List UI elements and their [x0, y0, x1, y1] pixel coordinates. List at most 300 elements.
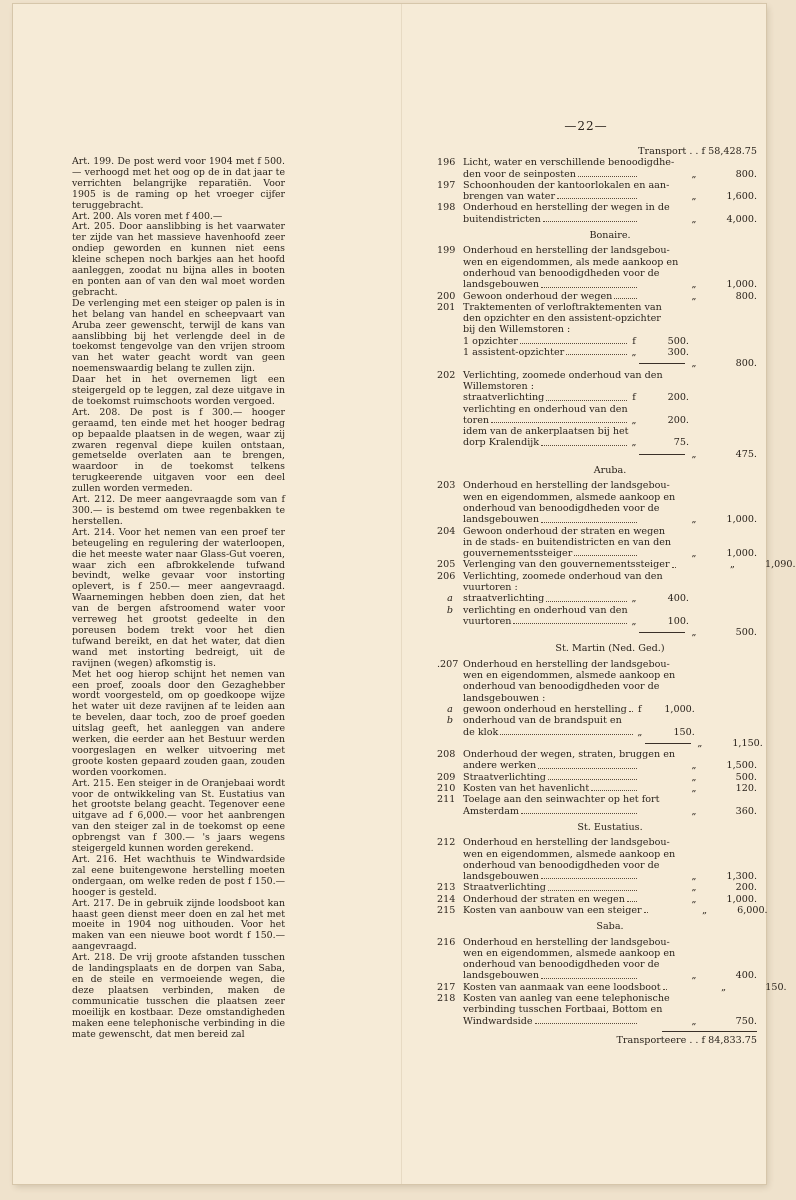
entry-text: Onderhoud en herstelling der landsgebou- — [463, 480, 670, 492]
entry-text — [463, 358, 639, 369]
dot-leader — [557, 191, 637, 199]
entry-text: Licht, water en verschillende benoodigdhe- — [463, 157, 675, 169]
entry-text: wen en eigendommen, alsmede aankoop en — [463, 947, 676, 959]
entry-text — [639, 454, 685, 455]
entry-text: onderhoud van benoodigdheden voor de — [463, 267, 660, 279]
entry-text: „ — [691, 882, 697, 894]
entry-text — [463, 358, 757, 369]
entry-text: Transport . . — [638, 146, 699, 157]
entry-text — [463, 982, 787, 993]
entry-text: 209 — [437, 771, 456, 783]
dot-leader — [521, 806, 637, 814]
budget-entry — [437, 526, 757, 560]
entry-text: wen en eigendommen, alsmede aankoop en — [463, 491, 676, 503]
entry-text: gouvernementssteiger — [463, 548, 573, 560]
entry-text: straatverlichting — [463, 593, 545, 605]
dot-leader — [627, 894, 637, 902]
amount-cell — [639, 871, 689, 882]
note-paragraph: Met het oog hierop schijnt het nemen van een proef, zooals door den Gezaghebber wordt voorgesteld, om op goedkoope wijze het water uit deze ravijnen af te leiden aan te bevelen, daar toch, zoo de proef goeden uitslag geeft, het aanleggen van andere werken, die eerder aan het Bestuur werden voorgeslagen en welker uitvoering met groote kosten gepaard zouden gaan, zouden worden voorkomen. — [72, 668, 285, 778]
entry-text: „ — [691, 805, 697, 817]
entry-text — [689, 347, 699, 358]
entry-text: Verlenging van den gouvernementssteiger — [463, 559, 670, 571]
entry-text: Gewoon onderhoud der wegen — [463, 290, 613, 302]
budget-entry — [437, 180, 757, 203]
transport-out-row — [437, 1035, 757, 1046]
entry-text: idem van de ankerplaatsen bij het — [463, 426, 629, 438]
entry-text: f — [632, 392, 636, 404]
entry-text — [463, 559, 796, 570]
entry-text: Onderhoud der wegen, straten, bruggen en — [463, 749, 676, 761]
entry-text — [463, 202, 757, 225]
entry-text — [463, 548, 757, 559]
entry-text: toren — [463, 414, 490, 426]
entry-text — [463, 871, 757, 882]
budget-entry — [437, 245, 757, 290]
transport-in-row — [437, 146, 757, 157]
entry-text: 216 — [437, 936, 456, 948]
amount-cell: 800. — [735, 290, 757, 302]
entry-text: 197 — [437, 179, 456, 191]
entry-text: Amsterdam — [463, 805, 520, 817]
entry-text: „ — [691, 1015, 697, 1027]
dot-leader — [591, 783, 637, 791]
entry-text: Verlichting, zoomede onderhoud van den — [463, 369, 663, 381]
entry-text: landsgebouwen — [463, 279, 540, 291]
amount-cell — [699, 347, 757, 358]
amount-cell — [650, 905, 700, 916]
entry-text: Straatverlichting — [463, 882, 546, 894]
amount-cell: 500. — [667, 335, 689, 347]
amount-cell: 1,090. — [765, 559, 796, 571]
amount-cell — [639, 514, 689, 525]
entry-text: onderhoud van benoodigdheden voor de — [463, 959, 660, 971]
note-paragraph: Art. 214. Voor het nemen van een proef ter beteugeling en regulering der waterloopen, die het meeste water naar Glass-Gut voeren, waar zich een afbrokkelende tufwand bevindt, welke gevaar voor instorting oplevert, is f 250.— meer aangevraagd. Waarnemingen hebben doen zien, dat het van de bergen afstroomend water voor verreweg het grootst gedeelte in den poreusen bodem trekt voor het dien tufwand bereikt, en dat het water, dat dien wand met instorting bedreigt, uit de ravijnen (wegen) afkomstig is. — [72, 526, 285, 669]
amount-cell — [639, 760, 689, 771]
note-paragraph: Daar het in het overnemen ligt een steigergeld op te leggen, zal deze uitgave in de toekomst ruimschoots worden vergoed. — [72, 374, 285, 407]
budget-entry — [437, 302, 757, 370]
entry-text: 215 — [437, 905, 456, 916]
entry-text: „ — [691, 168, 697, 180]
entry-text: Onderhoud en herstelling der landsgebou- — [463, 245, 670, 257]
budget-entry — [437, 937, 757, 982]
amount-cell: 150. — [673, 726, 695, 738]
note-paragraph: Art. 199. De post werd voor 1904 met f 500.— verhoogd met het oog op de in dat jaar te verrichten belangrijke reparatiën. Voor 1905 is de raming op het vroeger cijfer teruggebracht. — [72, 156, 285, 211]
entry-text — [463, 727, 763, 738]
entry-text — [463, 627, 757, 638]
entry-text — [639, 363, 685, 364]
entry-text: 201 — [437, 301, 456, 313]
amount-cell: 500. — [735, 627, 757, 639]
amount-cell: 800. — [735, 358, 757, 370]
entry-text — [689, 392, 699, 403]
entry-text — [463, 772, 757, 783]
note-paragraph: Art. 218. De vrij groote afstanden tusschen de landingsplaats en de dorpen van Saba, en de steile en vermoeiende wegen, die deze plaatsen verbinden, maken de communicatie tusschen die plaatsen zeer moeilijk en kostbaar. Deze omstandigheden maken eene telephonische verbinding in die mate gewenscht, dat men bereid zal — [72, 952, 285, 1040]
entry-text — [463, 302, 757, 370]
dot-leader — [541, 970, 637, 978]
amount-cell: 400. — [735, 970, 757, 982]
dot-leader — [541, 437, 627, 445]
entry-text — [463, 783, 757, 794]
entry-text: a — [447, 593, 453, 605]
entry-text: Onderhoud en herstelling der landsgebou- — [463, 658, 670, 670]
entry-text: Windwardside — [463, 1015, 533, 1027]
amount-cell: 400. — [667, 593, 689, 605]
entry-text: wen en eigendommen, alsmede aankoop en — [463, 670, 676, 682]
amount-cell — [699, 437, 757, 448]
entry-text: f — [638, 703, 642, 715]
entry-text: „ — [691, 627, 697, 639]
entry-text — [463, 937, 757, 982]
amount-cell — [705, 727, 763, 738]
entry-text: verbinding tusschen Fortbaai, Bottom en — [463, 1004, 663, 1016]
budget-entry — [437, 783, 757, 794]
budget-entry — [437, 981, 787, 993]
entry-text — [463, 347, 757, 358]
amount-cell — [639, 1016, 689, 1027]
entry-text: b — [446, 604, 454, 616]
entry-text: „ — [691, 290, 697, 302]
entry-text: Gewoon onderhoud der straten en wegen — [463, 525, 666, 537]
entry-text: „ — [691, 279, 697, 291]
dot-leader — [520, 336, 627, 344]
amount-cell: 500. — [735, 771, 757, 783]
entry-text — [645, 743, 691, 744]
entry-text — [689, 437, 699, 448]
entry-text: „ — [691, 548, 697, 560]
entry-text: Straatverlichting — [463, 771, 546, 783]
entry-text: „ — [691, 514, 697, 526]
entry-text: Kosten van aanbouw van een steiger — [463, 905, 642, 916]
entry-text: Onderhoud en herstelling der landsgebou- — [463, 936, 670, 948]
entry-text: verlichting en onderhoud van den — [463, 604, 628, 616]
entry-text: „ — [691, 448, 697, 460]
entry-text: onderhoud van benoodigdheden voor de — [463, 681, 660, 693]
entry-text — [463, 738, 763, 749]
entry-text: 211 — [437, 794, 456, 806]
entry-text — [463, 392, 757, 403]
budget-entry — [437, 202, 757, 225]
entry-text: „ — [697, 737, 703, 749]
entry-text: 205 — [437, 559, 456, 571]
entry-text — [463, 291, 757, 302]
page-number: —22— — [564, 119, 608, 133]
total-rule — [662, 1031, 757, 1032]
entry-text — [689, 415, 699, 426]
amount-cell — [678, 559, 728, 570]
dot-leader — [513, 616, 627, 624]
entry-text: 214 — [437, 893, 456, 905]
entry-text: „ — [637, 726, 643, 738]
entry-text: landsgebouwen — [463, 871, 540, 883]
dot-leader — [578, 169, 637, 177]
amount-cell: 200. — [667, 414, 689, 426]
entry-text — [463, 970, 757, 981]
entry-text — [463, 370, 757, 460]
amount-cell: 750. — [735, 1015, 757, 1027]
document-page — [13, 4, 796, 1184]
entry-text — [463, 760, 757, 771]
entry-text: brengen van water — [463, 191, 556, 203]
entry-text: dorp Kralendijk — [463, 437, 540, 449]
amount-cell: 1,000. — [726, 548, 757, 560]
entry-text: 218 — [437, 993, 456, 1005]
entry-text: „ — [691, 191, 697, 203]
entry-text: Willemstoren : — [463, 380, 534, 392]
amount-cell: 1,600. — [726, 191, 757, 203]
entry-text: Onderhoud en herstelling der wegen in de — [463, 202, 670, 214]
entry-text: 1 opzichter — [463, 335, 518, 347]
dot-leader — [500, 727, 632, 735]
explanatory-notes-column — [72, 157, 285, 1040]
entry-text — [463, 1016, 757, 1027]
entry-text: verlichting en onderhoud van den — [463, 403, 628, 415]
entry-text: f — [632, 335, 636, 347]
note-paragraph: Art. 205. Door aanslibbing is het vaarwater ter zijde van het massieve havenhoofd zeer ondiep geworden en kunnen niet eens kleine schepen noch barkjes aan het hoofd aanleggen, zoodat nu bijna alles in booten en ponten aan of van den wal moet worden gebracht. — [72, 221, 285, 298]
entry-text: gewoon onderhoud en herstelling — [463, 703, 627, 715]
budget-entry — [437, 993, 757, 1027]
entry-text: 199 — [437, 245, 456, 257]
entry-text: landsgebouwen — [463, 970, 540, 982]
entry-text — [463, 291, 757, 302]
entry-text: „ — [691, 771, 697, 783]
amount-cell: 200. — [735, 882, 757, 894]
note-paragraph: Art. 200. Als voren met f 400.— — [72, 210, 223, 222]
entry-text — [437, 704, 763, 715]
entry-text: den opzichter en den assistent-opzichter — [463, 313, 661, 325]
dot-leader — [541, 514, 637, 522]
entry-text: Traktementen of verloftraktementen van — [463, 301, 662, 313]
section-title-aruba: Aruba. — [593, 465, 627, 477]
entry-text: „ — [631, 615, 637, 627]
entry-text: wen en eigendommen, alsmede aankoop en — [463, 848, 676, 860]
amount-cell — [699, 336, 757, 347]
dot-leader — [543, 214, 637, 222]
entry-text — [463, 437, 757, 448]
dot-leader — [546, 392, 627, 400]
entry-text — [689, 336, 699, 347]
budget-table-column — [437, 146, 796, 1046]
dot-leader — [672, 559, 676, 567]
amount-cell — [669, 982, 719, 993]
budget-entry — [437, 837, 757, 882]
entry-text: 212 — [437, 837, 456, 849]
entry-text — [463, 882, 757, 893]
amount-cell: 800. — [735, 168, 757, 180]
entry-text: Kosten van het havenlicht — [463, 783, 590, 795]
entry-text: 208 — [437, 749, 456, 761]
entry-text: Toelage aan den seinwachter op het fort — [463, 794, 660, 806]
entry-text: de klok — [463, 726, 499, 738]
entry-text — [463, 738, 645, 749]
amount-cell: 1,150. — [732, 737, 763, 749]
amount-cell: 1,500. — [726, 760, 757, 772]
entry-text — [437, 715, 763, 726]
entry-text — [463, 627, 639, 638]
entry-text: „ — [631, 414, 637, 426]
amount-cell: 6,000. — [737, 905, 768, 916]
entry-text: bij den Willemstoren : — [463, 324, 571, 336]
entry-text — [463, 449, 757, 460]
amount-cell: 1,000. — [726, 279, 757, 291]
entry-text: Transporteere . . — [616, 1034, 699, 1046]
dot-leader — [548, 772, 637, 780]
entry-text: vuurtoren — [463, 615, 512, 627]
entry-text: 204 — [437, 525, 456, 537]
entry-text: „ — [631, 347, 637, 359]
budget-entry — [437, 480, 757, 525]
amount-cell — [639, 894, 689, 905]
section-title-st-martin: St. Martin (Ned. Ged.) — [555, 643, 665, 655]
entry-text — [437, 605, 757, 616]
entry-text: 210 — [437, 783, 456, 795]
entry-text: „ — [691, 893, 697, 905]
amount-cell — [639, 783, 689, 794]
entry-text: Kosten van aanleg van eene telephonische — [463, 993, 670, 1005]
amount-cell — [699, 415, 757, 426]
entry-text: „ — [702, 905, 708, 916]
budget-entry — [437, 571, 757, 639]
entry-text: „ — [730, 559, 736, 571]
page-fold — [401, 4, 402, 1184]
amount-cell — [639, 970, 689, 981]
entry-text — [463, 749, 757, 772]
dot-leader — [644, 905, 648, 913]
note-paragraph: Art. 216. Het wachthuis te Windwardside zal eene buitengewone herstelling moeten ondergaan, om welke reden de post f 150.— hooger is gesteld. — [72, 854, 285, 898]
entry-text — [463, 894, 757, 905]
amount-cell — [639, 806, 689, 817]
amount-cell — [639, 191, 689, 202]
entry-text — [463, 616, 757, 627]
entry-text: in de stads- en buitendistricten en van den — [463, 536, 672, 548]
dot-leader — [538, 760, 637, 768]
section-title-saba: Saba. — [596, 921, 624, 933]
entry-text — [463, 415, 757, 426]
entry-text: 1 assistent-opzichter — [463, 347, 565, 359]
entry-text — [463, 214, 757, 225]
entry-text: „ — [691, 358, 697, 370]
budget-entry — [437, 658, 763, 749]
entry-text: onderhoud van benoodigdheden voor de — [463, 502, 660, 514]
amount-cell: 360. — [735, 805, 757, 817]
entry-text: „ — [691, 760, 697, 772]
dot-leader — [535, 1016, 637, 1024]
entry-text — [689, 616, 699, 627]
budget-entry — [437, 794, 757, 817]
entry-text: 58,428.75 — [708, 146, 757, 157]
entry-text: 217 — [437, 981, 456, 993]
entry-text: „ — [691, 213, 697, 225]
amount-cell — [639, 548, 689, 559]
entry-text: a — [447, 703, 453, 715]
amount-cell — [639, 291, 689, 302]
entry-text: onderhoud van de brandspuit en — [463, 715, 622, 727]
entry-text — [463, 993, 757, 1027]
entry-text: Verlichting, zoomede onderhoud van den — [463, 570, 663, 582]
entry-text — [463, 905, 768, 916]
entry-text: f — [701, 1034, 706, 1046]
entry-text — [463, 279, 757, 290]
entry-text — [463, 894, 757, 905]
entry-text: 198 — [437, 202, 456, 214]
entry-text: 196 — [437, 157, 456, 169]
entry-text: „ — [631, 437, 637, 449]
entry-text: 202 — [437, 369, 456, 381]
amount-cell: 100. — [667, 615, 689, 627]
entry-text — [463, 180, 757, 203]
entry-text — [695, 727, 705, 738]
section-title-bonaire: Bonaire. — [589, 230, 631, 242]
amount-cell: 1,000. — [726, 893, 757, 905]
entry-text: 84,833.75 — [708, 1034, 757, 1046]
dot-leader — [541, 871, 637, 879]
amount-cell — [699, 593, 757, 604]
amount-cell: 475. — [735, 448, 757, 460]
entry-text: straatverlichting — [463, 392, 545, 404]
entry-text: landsgebouwen : — [463, 692, 546, 704]
amount-cell: 4,000. — [726, 213, 757, 225]
note-paragraph: Art. 217. De in gebruik zijnde loodsboot kan haast geen dienst meer doen en zal het met moeite in 1904 nog uithouden. Voor het maken van een nieuwe boot wordt f 150.— aangevraagd. — [72, 897, 285, 953]
entry-text — [463, 783, 757, 794]
entry-text — [463, 905, 768, 916]
amount-cell: 1,000. — [664, 703, 695, 715]
entry-text: Onderhoud der straten en wegen — [463, 893, 625, 905]
amount-cell — [639, 214, 689, 225]
entry-text — [463, 806, 757, 817]
entry-text: buitendistricten — [463, 213, 541, 225]
amount-cell — [699, 392, 757, 403]
entry-text — [639, 632, 685, 633]
entry-text — [463, 169, 757, 180]
budget-entry — [437, 157, 757, 180]
entry-text: wen en eigendommen, als mede aankoop en — [463, 256, 679, 268]
entry-text — [463, 882, 757, 893]
entry-text — [463, 449, 639, 460]
dot-leader — [546, 593, 627, 601]
entry-text — [463, 837, 757, 882]
entry-text — [463, 514, 757, 525]
entry-text — [463, 794, 757, 817]
entry-text — [463, 336, 757, 347]
entry-text: „ — [691, 970, 697, 982]
entry-text: Kosten van aanmaak van eene loodsboot — [463, 981, 661, 993]
entry-text — [695, 704, 705, 715]
dot-leader — [629, 704, 633, 712]
budget-entry — [437, 905, 768, 916]
entry-text — [463, 982, 787, 993]
dot-leader — [574, 548, 637, 556]
dot-leader — [491, 415, 627, 423]
entry-text: 200 — [437, 290, 456, 302]
dot-leader — [541, 279, 637, 287]
amount-cell: 1,300. — [726, 871, 757, 883]
budget-entry — [437, 370, 757, 460]
entry-text — [463, 191, 757, 202]
entry-text — [463, 559, 796, 570]
entry-text — [463, 245, 757, 290]
entry-text — [463, 480, 757, 525]
amount-cell: 120. — [735, 783, 757, 795]
entry-text: „ — [691, 871, 697, 883]
entry-text: Schoonhouden der kantoorlokalen en aan- — [463, 179, 670, 191]
note-paragraph: Art. 212. De meer aangevraagde som van f 300.— is bestemd om twee regenbakken te herstellen. — [72, 494, 285, 527]
amount-cell — [639, 169, 689, 180]
dot-leader — [548, 882, 637, 890]
amount-cell: 200. — [667, 392, 689, 404]
entry-text: „ — [721, 981, 727, 993]
budget-entry — [437, 559, 796, 571]
note-paragraph: Art. 215. Een steiger in de Oranjebaai wordt voor de ontwikkeling van St. Eustatius van het grootste belang geacht. Tegenover eene uitgave ad f 6,000.— voor het aanbrengen van den steiger zal in de toekomst op eene opbrengst van f 300.— 's jaars wegens steigergeld kunnen worden gerekend. — [72, 777, 285, 855]
entry-text — [463, 157, 757, 180]
